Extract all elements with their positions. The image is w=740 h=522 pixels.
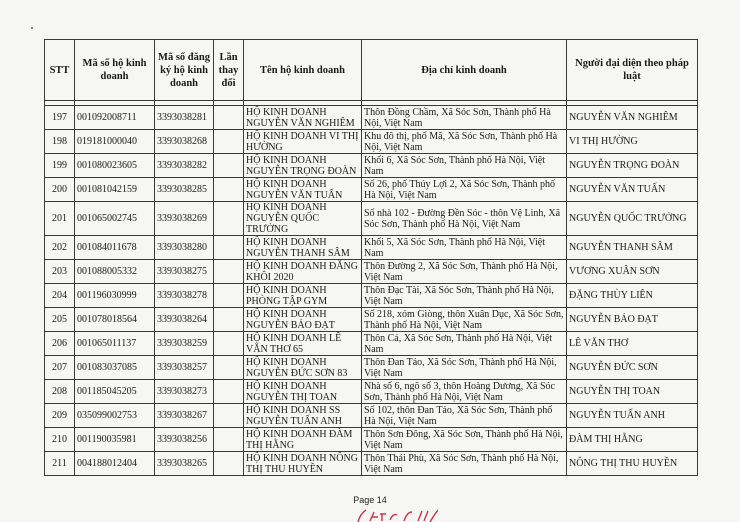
table-row bbox=[45, 332, 698, 356]
row-business-code: 001083037085 bbox=[75, 356, 155, 380]
table-row bbox=[45, 106, 698, 130]
row-change-count bbox=[214, 260, 244, 284]
row-business-code: 001185045205 bbox=[75, 380, 155, 404]
row-change-count bbox=[214, 356, 244, 380]
row-registration-code: 3393038273 bbox=[155, 380, 214, 404]
row-stt: 205 bbox=[45, 308, 75, 332]
row-business-name: HỘ KINH DOANH NGUYỄN BẢO ĐẠT bbox=[244, 308, 362, 332]
table-row bbox=[45, 130, 698, 154]
header-business-address: Địa chỉ kinh doanh bbox=[362, 40, 567, 101]
table-row bbox=[45, 154, 698, 178]
page-number: Page 14 bbox=[353, 495, 387, 505]
row-business-address: Thôn Đường 2, Xã Sóc Sơn, Thành phố Hà Nội, Việt Nam bbox=[362, 260, 567, 284]
row-change-count bbox=[214, 154, 244, 178]
row-legal-representative: NGUYỄN ĐỨC SƠN bbox=[567, 356, 698, 380]
row-change-count bbox=[214, 236, 244, 260]
table-row bbox=[45, 404, 698, 428]
table-body bbox=[45, 106, 698, 476]
row-registration-code: 3393038257 bbox=[155, 356, 214, 380]
header-legal-representative: Người đại diện theo pháp luật bbox=[567, 40, 698, 101]
row-legal-representative: NGUYỄN BẢO ĐẠT bbox=[567, 308, 698, 332]
table-row bbox=[45, 178, 698, 202]
row-legal-representative: NGUYỄN THANH SÂM bbox=[567, 236, 698, 260]
red-stamp-fragment-icon bbox=[352, 506, 438, 522]
row-change-count bbox=[214, 380, 244, 404]
row-business-code: 001092008711 bbox=[75, 106, 155, 130]
table-row bbox=[45, 236, 698, 260]
table-row bbox=[45, 452, 698, 476]
table-row bbox=[45, 356, 698, 380]
row-registration-code: 3393038280 bbox=[155, 236, 214, 260]
row-legal-representative: NÔNG THỊ THU HUYỀN bbox=[567, 452, 698, 476]
row-change-count bbox=[214, 452, 244, 476]
row-change-count bbox=[214, 308, 244, 332]
row-business-address: Thôn Đạc Tài, Xã Sóc Sơn, Thành phố Hà Nội, Việt Nam bbox=[362, 284, 567, 308]
row-business-code: 001084011678 bbox=[75, 236, 155, 260]
row-stt: 211 bbox=[45, 452, 75, 476]
scan-speck bbox=[31, 27, 33, 29]
row-registration-code: 3393038267 bbox=[155, 404, 214, 428]
header-registration-code: Mã số đăng ký hộ kinh doanh bbox=[155, 40, 214, 101]
row-business-name: HỘ KINH DOANH NGUYỄN ĐỨC SƠN 83 bbox=[244, 356, 362, 380]
row-registration-code: 3393038282 bbox=[155, 154, 214, 178]
row-business-code: 035099002753 bbox=[75, 404, 155, 428]
table-row bbox=[45, 284, 698, 308]
row-business-code: 001065011137 bbox=[75, 332, 155, 356]
header-change-count: Lần thay đổi bbox=[214, 40, 244, 101]
row-stt: 206 bbox=[45, 332, 75, 356]
row-legal-representative: NGUYỄN VĂN NGHIÊM bbox=[567, 106, 698, 130]
row-business-code: 001078018564 bbox=[75, 308, 155, 332]
row-business-name: HỘ KINH DOANH NÔNG THỊ THU HUYỀN bbox=[244, 452, 362, 476]
row-legal-representative: NGUYỄN VĂN TUẤN bbox=[567, 178, 698, 202]
table-row bbox=[45, 260, 698, 284]
row-stt: 198 bbox=[45, 130, 75, 154]
row-legal-representative: VƯƠNG XUÂN SƠN bbox=[567, 260, 698, 284]
row-legal-representative: ĐÀM THỊ HẰNG bbox=[567, 428, 698, 452]
row-business-address: Thôn Sơn Đông, Xã Sóc Sơn, Thành phố Hà Nội, Việt Nam bbox=[362, 428, 567, 452]
table-row bbox=[45, 428, 698, 452]
row-business-address: Số 102, thôn Đan Tảo, Xã Sóc Sơn, Thành phố Hà Nội, Việt Nam bbox=[362, 404, 567, 428]
row-business-code: 019181000040 bbox=[75, 130, 155, 154]
row-business-name: HỘ KINH DOANH NGUYỄN THỊ TOAN bbox=[244, 380, 362, 404]
row-stt: 197 bbox=[45, 106, 75, 130]
row-legal-representative: NGUYỄN TUẤN ANH bbox=[567, 404, 698, 428]
row-business-address: Số nhà 102 - Đường Đền Sóc - thôn Vệ Linh, Xã Sóc Sơn, Thành phố Hà Nội, Việt Nam bbox=[362, 202, 567, 236]
row-change-count bbox=[214, 130, 244, 154]
row-registration-code: 3393038281 bbox=[155, 106, 214, 130]
table-row bbox=[45, 202, 698, 236]
row-registration-code: 3393038275 bbox=[155, 260, 214, 284]
row-business-code: 001081042159 bbox=[75, 178, 155, 202]
row-stt: 208 bbox=[45, 380, 75, 404]
row-business-address: Thôn Cả, Xã Sóc Sơn, Thành phố Hà Nội, Việt Nam bbox=[362, 332, 567, 356]
row-business-address: Khối 6, Xã Sóc Sơn, Thành phố Hà Nội, Việt Nam bbox=[362, 154, 567, 178]
row-business-address: Số 26, phố Thúy Lợi 2, Xã Sóc Sơn, Thành phố Hà Nội, Việt Nam bbox=[362, 178, 567, 202]
row-registration-code: 3393038256 bbox=[155, 428, 214, 452]
row-legal-representative: NGUYỄN TRỌNG ĐOÀN bbox=[567, 154, 698, 178]
row-legal-representative: NGUYỄN QUỐC TRƯỞNG bbox=[567, 202, 698, 236]
row-stt: 199 bbox=[45, 154, 75, 178]
row-change-count bbox=[214, 404, 244, 428]
row-change-count bbox=[214, 332, 244, 356]
row-business-name: HỘ KINH DOANH VI THỊ HƯỜNG bbox=[244, 130, 362, 154]
row-stt: 200 bbox=[45, 178, 75, 202]
row-change-count bbox=[214, 428, 244, 452]
header-row bbox=[45, 40, 698, 101]
row-registration-code: 3393038285 bbox=[155, 178, 214, 202]
row-stt: 202 bbox=[45, 236, 75, 260]
row-registration-code: 3393038278 bbox=[155, 284, 214, 308]
table-row bbox=[45, 380, 698, 404]
row-business-name: HỘ KINH DOANH NGUYỄN VĂN NGHIÊM bbox=[244, 106, 362, 130]
row-business-address: Khu đô thị, phố Mã, Xã Sóc Sơn, Thành phố Hà Nội, Việt Nam bbox=[362, 130, 567, 154]
row-business-code: 001065002745 bbox=[75, 202, 155, 236]
row-business-address: Khối 5, Xã Sóc Sơn, Thành phố Hà Nội, Việt Nam bbox=[362, 236, 567, 260]
row-stt: 209 bbox=[45, 404, 75, 428]
row-legal-representative: NGUYỄN THỊ TOAN bbox=[567, 380, 698, 404]
row-business-name: HỘ KINH DOANH LÊ VĂN THƠ 65 bbox=[244, 332, 362, 356]
table-row bbox=[45, 308, 698, 332]
row-business-address: Nhà số 6, ngõ số 3, thôn Hoàng Dương, Xã Sóc Sơn, Thành phố Hà Nội, Việt Nam bbox=[362, 380, 567, 404]
row-stt: 203 bbox=[45, 260, 75, 284]
row-business-code: 001080023605 bbox=[75, 154, 155, 178]
row-business-address: Thôn Đan Tảo, Xã Sóc Sơn, Thành phố Hà Nội, Việt Nam bbox=[362, 356, 567, 380]
row-business-address: Thôn Đồng Chầm, Xã Sóc Sơn, Thành phố Hà Nội, Việt Nam bbox=[362, 106, 567, 130]
row-stt: 204 bbox=[45, 284, 75, 308]
row-registration-code: 3393038265 bbox=[155, 452, 214, 476]
row-business-name: HỘ KINH DOANH ĐÀM THỊ HẰNG bbox=[244, 428, 362, 452]
row-legal-representative: VI THỊ HƯỜNG bbox=[567, 130, 698, 154]
row-stt: 207 bbox=[45, 356, 75, 380]
row-business-name: HỘ KINH DOANH PHÒNG TẬP GYM bbox=[244, 284, 362, 308]
header-stt: STT bbox=[45, 40, 75, 101]
row-change-count bbox=[214, 202, 244, 236]
row-business-name: HỘ KINH DOANH NGUYỄN TRỌNG ĐOÀN bbox=[244, 154, 362, 178]
row-business-address: Số 218, xóm Giòng, thôn Xuân Dục, Xã Sóc Sơn, Thành phố Hà Nội, Việt Nam bbox=[362, 308, 567, 332]
row-registration-code: 3393038264 bbox=[155, 308, 214, 332]
row-legal-representative: LÊ VĂN THƠ bbox=[567, 332, 698, 356]
row-business-code: 001190035981 bbox=[75, 428, 155, 452]
row-registration-code: 3393038259 bbox=[155, 332, 214, 356]
row-business-address: Thôn Thái Phù, Xã Sóc Sơn, Thành phố Hà Nội, Việt Nam bbox=[362, 452, 567, 476]
row-legal-representative: ĐẶNG THÙY LIÊN bbox=[567, 284, 698, 308]
row-business-name: HỘ KINH DOANH SS NGUYỄN TUẤN ANH bbox=[244, 404, 362, 428]
row-stt: 210 bbox=[45, 428, 75, 452]
row-business-name: HỘ KINH DOANH ĐĂNG KHÔI 2020 bbox=[244, 260, 362, 284]
business-registry-table bbox=[44, 39, 698, 476]
row-registration-code: 3393038268 bbox=[155, 130, 214, 154]
row-business-code: 001088005332 bbox=[75, 260, 155, 284]
row-business-name: HỘ KINH DOANH NGUYỄN THANH SÂM bbox=[244, 236, 362, 260]
row-change-count bbox=[214, 284, 244, 308]
row-business-name: HỘ KINH DOANH NGUYỄN QUỐC TRƯỞNG bbox=[244, 202, 362, 236]
row-change-count bbox=[214, 106, 244, 130]
header-business-name: Tên hộ kinh doanh bbox=[244, 40, 362, 101]
row-business-code: 004188012404 bbox=[75, 452, 155, 476]
row-stt: 201 bbox=[45, 202, 75, 236]
row-business-code: 001196030999 bbox=[75, 284, 155, 308]
row-change-count bbox=[214, 178, 244, 202]
header-business-code: Mã số hộ kinh doanh bbox=[75, 40, 155, 101]
row-registration-code: 3393038269 bbox=[155, 202, 214, 236]
row-business-name: HỘ KINH DOANH NGUYỄN VĂN TUẤN bbox=[244, 178, 362, 202]
